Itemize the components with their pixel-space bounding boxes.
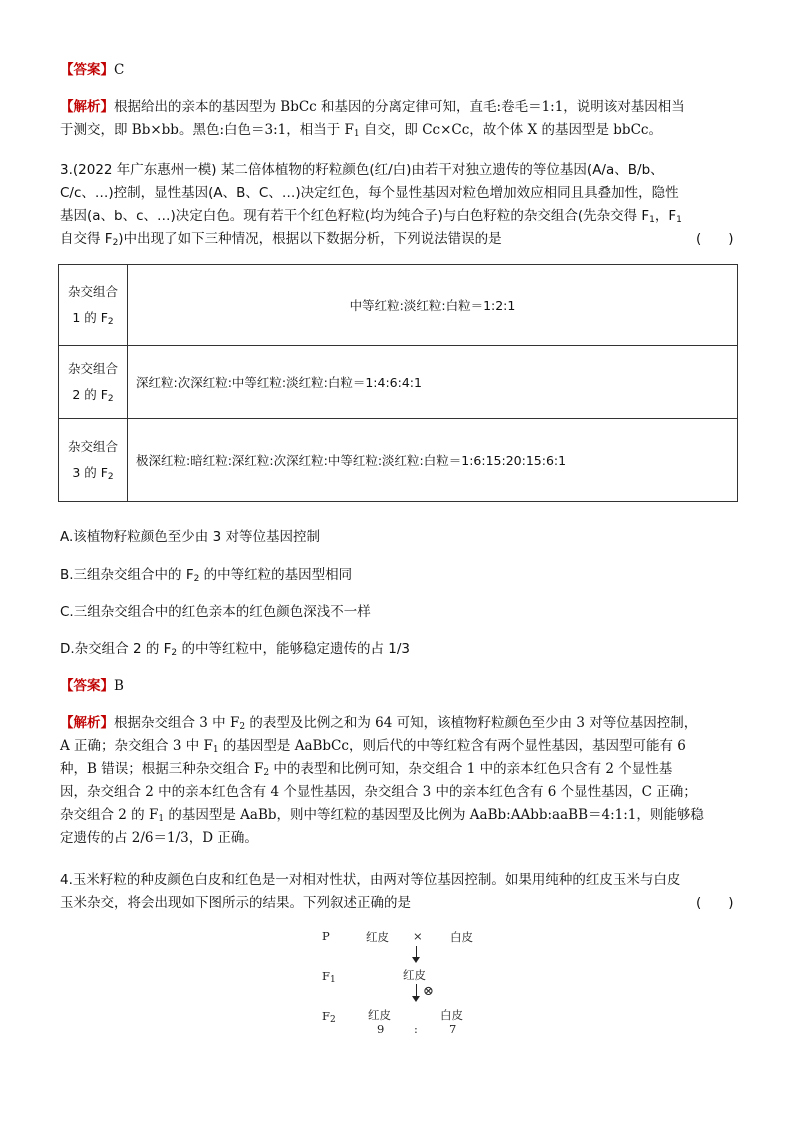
- answer-value: B: [114, 678, 124, 694]
- row-header-line: [59, 382, 127, 408]
- question-text: )中出现了如下三种情况，根据以下数据分析，下列说法错误的是: [118, 231, 502, 247]
- row-header-line: [59, 460, 127, 486]
- row-value: 中等红粒:淡红粒:白粒＝1:2:1: [128, 265, 738, 346]
- arrow-line: [416, 984, 417, 997]
- f1-label: [322, 969, 336, 983]
- row-header: [59, 346, 128, 419]
- f2-letter: F: [322, 1009, 330, 1023]
- row-header-line: 杂交组合: [67, 284, 118, 299]
- analysis-text: 杂交组合 2 的 F: [60, 807, 159, 823]
- answer-tag: 【答案】: [60, 62, 114, 78]
- option-a: [60, 527, 320, 547]
- answer-value: C: [114, 62, 125, 78]
- question-text: 自交得 F: [60, 231, 113, 247]
- subscript: 2: [112, 238, 119, 248]
- subscript: 2: [171, 648, 178, 658]
- question-text: ，F: [654, 208, 677, 224]
- analysis-2-line-2: [60, 736, 686, 756]
- cross-symbol: ×: [413, 929, 423, 943]
- f1-letter: F: [322, 969, 330, 983]
- subscript: 2: [329, 1015, 336, 1025]
- analysis-text: 根据杂交组合 3 中 F: [114, 715, 240, 731]
- analysis-text: A 正确；杂交组合 3 中 F: [60, 738, 213, 754]
- analysis-text: 定遗传的占 2/6＝1/3，D 正确。: [60, 830, 258, 846]
- analysis-1-line-1: [60, 97, 685, 117]
- subscript: 2: [193, 574, 200, 584]
- row-header-line: 杂交组合: [67, 439, 118, 454]
- analysis-text: 中的表型和比例可知，杂交组合 1 中的亲本红色只含有 2 个显性基: [269, 761, 673, 777]
- row-header-text: 2 的 F: [72, 387, 108, 402]
- question-4-line-2: [60, 893, 411, 913]
- option-text: 的中等红粒的基因型相同: [199, 567, 353, 583]
- subscript: 1: [676, 215, 682, 225]
- analysis-2-line-6: [60, 828, 258, 848]
- question-3-line-4: [60, 229, 502, 249]
- option-b: [60, 565, 352, 585]
- answer-tag: 【答案】: [60, 678, 114, 694]
- analysis-2-line-5: [60, 805, 704, 825]
- subscript: 2: [263, 768, 270, 778]
- analysis-text: 自交，即 Cc×Cc，故个体 X 的基因型是 bbCc。: [359, 122, 662, 138]
- analysis-2-line-3: [60, 759, 672, 779]
- ratio-white: 7: [449, 1022, 457, 1036]
- ratio-colon: :: [414, 1022, 418, 1036]
- question-4-line-1: [60, 870, 680, 890]
- analysis-text: 因，杂交组合 2 中的亲本红色含有 4 个显性基因，杂交组合 3 中的亲本红色含有 6 个显性基因，C 正确；: [60, 784, 697, 800]
- subscript: 2: [107, 472, 114, 482]
- answer-blank: ( ): [696, 231, 734, 247]
- f2-label: [322, 1009, 336, 1023]
- f1-red: 红皮: [403, 968, 426, 982]
- subscript: 2: [107, 317, 114, 327]
- analysis-1-line-2: [60, 120, 662, 140]
- option-d: [60, 639, 410, 659]
- analysis-text: 种，B 错误；根据三种杂交组合 F: [60, 761, 264, 777]
- answer-line-2: [60, 676, 124, 696]
- analysis-text: 的基因型是 AaBbCc，则后代的中等红粒含有两个显性基因，基因型可能有 6: [218, 738, 686, 754]
- analysis-2-line-1: [60, 713, 697, 733]
- table-row: [59, 265, 738, 346]
- row-header-text: 3 的 F: [72, 465, 108, 480]
- row-header-line: [59, 305, 127, 331]
- subscript: 2: [107, 394, 114, 404]
- question-text: 4.玉米籽粒的种皮颜色白皮和红色是一对相对性状，由两对等位基因控制。如果用纯种的红皮玉米与白皮: [60, 872, 681, 888]
- analysis-tag: 【解析】: [60, 715, 114, 731]
- analysis-tag: 【解析】: [60, 99, 114, 115]
- option-text: C.三组杂交组合中的红色亲本的红色颜色深浅不一样: [60, 604, 371, 620]
- question-text: C/c、…)控制，显性基因(A、B、C、…)决定红色，每个显性基因对粒色增加效应相同且具叠加性，隐性: [60, 185, 679, 201]
- row-header: [59, 419, 128, 502]
- red-parent: 红皮: [366, 930, 389, 944]
- table-row: [59, 346, 738, 419]
- analysis-text: 根据给出的亲本的基因型为 BbCc 和基因的分离定律可知，直毛:卷毛＝1:1，说明该对基因相当: [114, 99, 685, 115]
- table-row: [59, 419, 738, 502]
- option-text: B.三组杂交组合中的 F: [60, 567, 194, 583]
- analysis-text: 于测交，即 Bb×bb。黑色:白色＝3:1，相当于 F: [60, 122, 354, 138]
- analysis-2-line-4: [60, 782, 697, 802]
- question-text: 3.(2022 年广东惠州一模) 某二倍体植物的籽粒颜色(红/白)由若干对独立遗传的等位基因(A/a、B/b、: [60, 162, 664, 178]
- option-c: [60, 602, 371, 622]
- question-3-line-1: [60, 160, 664, 180]
- ratio-red: 9: [377, 1022, 385, 1036]
- row-value: 深红粒:次深红粒:中等红粒:淡红粒:白粒＝1:4:6:4:1: [128, 346, 738, 419]
- subscript: 1: [649, 215, 655, 225]
- option-text: D.杂交组合 2 的 F: [60, 641, 172, 657]
- question-text: 基因(a、b、c、…)决定白色。现有若干个红色籽粒(均为纯合子)与白色籽粒的杂交组合(先杂交得 F: [60, 208, 650, 224]
- f2-red: 红皮: [368, 1008, 391, 1022]
- p-label: P: [322, 929, 330, 943]
- answer-blank: ( ): [696, 895, 734, 911]
- subscript: 2: [239, 722, 246, 732]
- answer-line-1: [60, 60, 124, 80]
- option-text: A.该植物籽粒颜色至少由 3 对等位基因控制: [60, 529, 320, 545]
- question-3-line-2: [60, 183, 679, 203]
- subscript: 1: [158, 814, 165, 824]
- row-value: 极深红粒:暗红粒:深红粒:次深红粒:中等红粒:淡红粒:白粒＝1:6:15:20:15:6:1: [128, 419, 738, 502]
- self-cross-icon: ⊗: [423, 984, 434, 999]
- f2-white: 白皮: [440, 1008, 463, 1022]
- subscript: 1: [329, 975, 336, 985]
- row-header-text: 1 的 F: [72, 310, 108, 325]
- row-header: [59, 265, 128, 346]
- question-text: 玉米杂交，将会出现如下图所示的结果。下列叙述正确的是: [60, 895, 411, 911]
- arrow-line: [416, 946, 417, 958]
- analysis-text: 的基因型是 AaBb，则中等红粒的基因型及比例为 AaBb:AAbb:aaBB＝4:1:1，则能够稳: [164, 807, 704, 823]
- cross-results-table: [58, 264, 738, 502]
- analysis-text: 的表型及比例之和为 64 可知，该植物籽粒颜色至少由 3 对等位基因控制，: [245, 715, 698, 731]
- option-text: 的中等红粒中，能够稳定遗传的占 1/3: [177, 641, 410, 657]
- arrow-head-icon: [412, 996, 420, 1002]
- subscript: 1: [353, 129, 360, 139]
- question-3-line-3: [60, 206, 682, 226]
- white-parent: 白皮: [450, 930, 473, 944]
- arrow-head-icon: [412, 957, 420, 963]
- subscript: 1: [212, 745, 219, 755]
- row-header-line: 杂交组合: [67, 361, 118, 376]
